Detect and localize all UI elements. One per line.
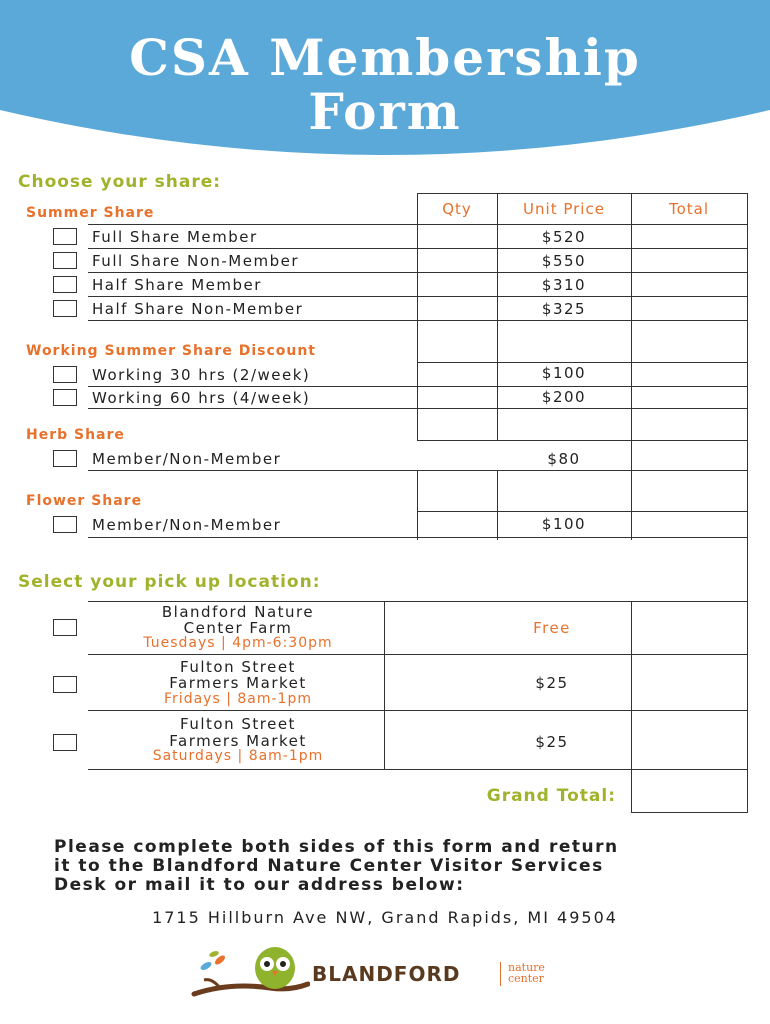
location-time: Tuesdays | 4pm-6:30pm: [143, 635, 333, 651]
grand-total-label: Grand Total:: [486, 786, 616, 806]
item-price: $200: [541, 388, 587, 406]
checkbox-half-share-member[interactable]: [53, 276, 77, 293]
footer-instructions-line1: Please complete both sides of this form and return: [54, 837, 619, 857]
total-col-right-border: [747, 193, 748, 813]
item-price: $100: [541, 364, 587, 382]
checkbox-working-60[interactable]: [53, 389, 77, 406]
checkbox-working-30[interactable]: [53, 366, 77, 383]
total-col-left-border: [631, 193, 632, 540]
checkbox-pickup-fulton-friday[interactable]: [53, 676, 77, 693]
group-title-flower: Flower Share: [26, 493, 143, 509]
group-title-working: Working Summer Share Discount: [26, 343, 317, 359]
footer-instructions-line3: Desk or mail it to our address below:: [54, 875, 465, 895]
group-title-herb: Herb Share: [26, 427, 125, 443]
item-price: $550: [541, 252, 587, 270]
col-header-qty: Qty: [442, 200, 472, 218]
checkbox-herb-share[interactable]: [53, 450, 77, 467]
item-label: Half Share Member: [92, 276, 262, 294]
footer-instructions-line2: it to the Blandford Nature Center Visitor Services: [54, 856, 604, 876]
item-label: Half Share Non-Member: [92, 300, 304, 318]
checkbox-pickup-fulton-saturday[interactable]: [53, 734, 77, 751]
owl-on-branch-icon: [190, 944, 310, 1004]
logo-divider: [500, 962, 501, 986]
checkbox-half-share-non-member[interactable]: [53, 300, 77, 317]
mailing-address: 1715 Hillburn Ave NW, Grand Rapids, MI 49504: [152, 908, 618, 927]
item-price: $80: [547, 450, 581, 468]
item-price: $100: [541, 515, 587, 533]
item-label: Member/Non-Member: [92, 450, 282, 468]
location-name: Blandford Nature: [161, 603, 315, 621]
form-title-line1: CSA Membership: [129, 28, 641, 87]
share-heading: Choose your share:: [18, 172, 222, 192]
grand-total-field[interactable]: [632, 770, 747, 813]
item-label: Full Share Non-Member: [92, 252, 299, 270]
location-price: $25: [535, 674, 569, 692]
logo-subtitle-line2: center: [508, 972, 544, 985]
location-name: Farmers Market: [169, 674, 307, 692]
col-header-total: Total: [668, 200, 710, 218]
checkbox-flower-share[interactable]: [53, 516, 77, 533]
item-label: Working 60 hrs (4/week): [92, 389, 311, 407]
checkbox-full-share-member[interactable]: [53, 228, 77, 245]
location-name: Fulton Street: [180, 658, 296, 676]
item-price: $310: [541, 276, 587, 294]
item-label: Full Share Member: [92, 228, 258, 246]
checkbox-full-share-non-member[interactable]: [53, 252, 77, 269]
group-title-summer: Summer Share: [26, 205, 155, 221]
location-name: Fulton Street: [180, 715, 296, 733]
item-label: Working 30 hrs (2/week): [92, 366, 311, 384]
location-name: Center Farm: [183, 619, 293, 637]
logo-brand: BLANDFORD: [312, 962, 461, 986]
checkbox-pickup-blandford[interactable]: [53, 619, 77, 636]
col-header-unit-price: Unit Price: [523, 200, 605, 218]
logo-subtitle-line1: nature: [508, 961, 545, 974]
pickup-heading: Select your pick up location:: [18, 572, 321, 592]
qty-col-border: [417, 193, 418, 440]
location-price: $25: [535, 733, 569, 751]
item-price: $325: [541, 300, 587, 318]
item-label: Member/Non-Member: [92, 516, 282, 534]
form-title-line2: Form: [308, 82, 462, 141]
table-top-border: [417, 193, 748, 194]
item-price: $520: [541, 228, 587, 246]
location-price: Free: [533, 619, 571, 637]
location-name: Farmers Market: [169, 732, 307, 750]
location-time: Saturdays | 8am-1pm: [152, 748, 324, 764]
location-time: Fridays | 8am-1pm: [164, 691, 312, 707]
